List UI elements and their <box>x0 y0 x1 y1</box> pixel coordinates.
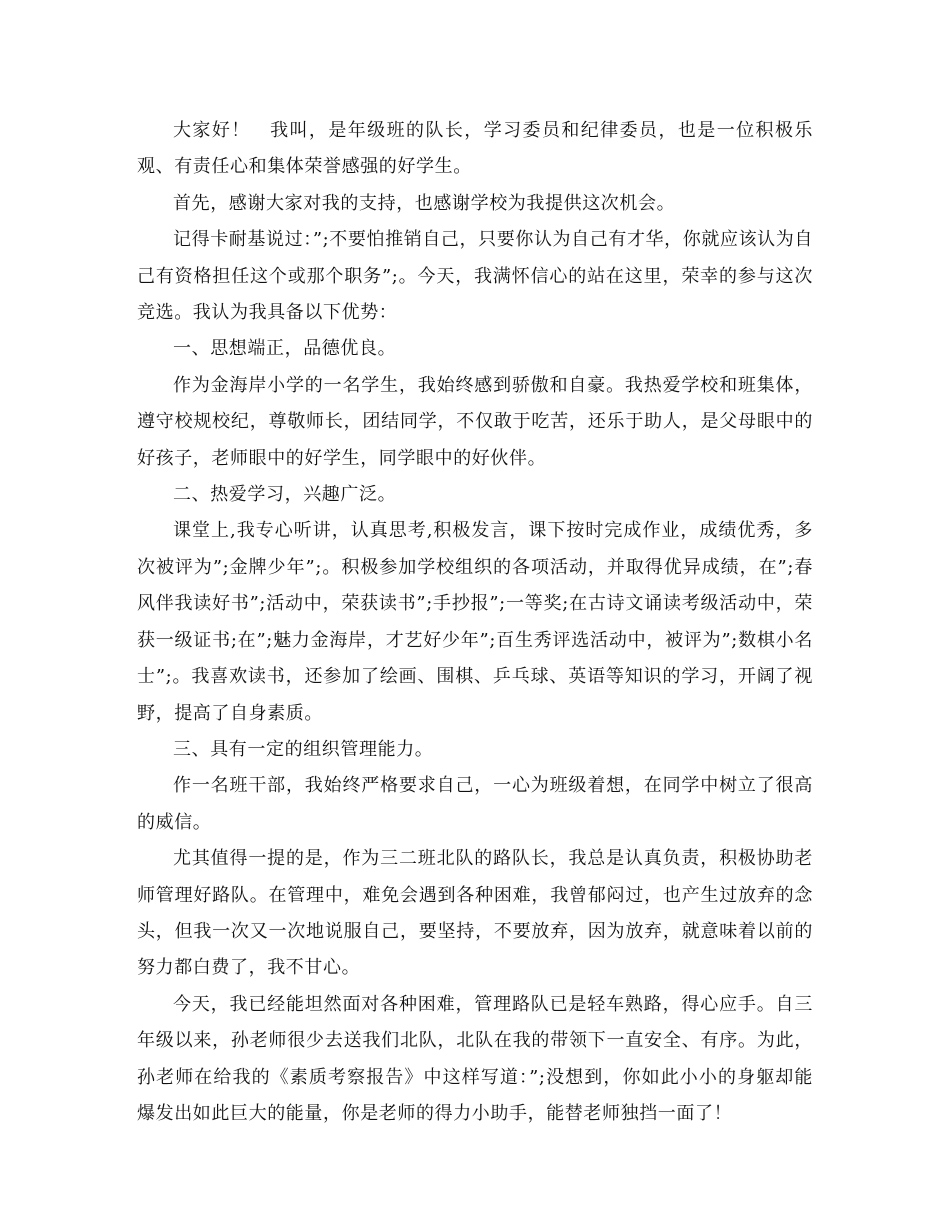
paragraph-quote: 记得卡耐基说过：”;不要怕推销自己，只要你认为自己有才华，你就应该认为自己有资格担任这个或那个职务”;。今天，我满怀信心的站在这里，荣幸的参与这次竞选。我认为我具备以下优势： <box>137 229 813 324</box>
heading-point-two: 二、热爱学习，兴趣广泛。 <box>173 484 397 506</box>
paragraph-thanks: 首先，感谢大家对我的支持，也感谢学校为我提供这次机会。 <box>173 192 676 214</box>
paragraph-point-two: 课堂上,我专心听讲，认真思考,积极发言，课下按时完成作业，成绩优秀，多次被评为”;金牌少年”;。积极参加学校组织的各项活动，并取得优异成绩，在”;春风伴我读好书”;活动中，荣获读书”;手抄报”;一等奖;在古诗文诵读考级活动中，荣获一级证书;在”;魅力金海岸，才艺好少年”;百生秀评选活动中，被评为”;数棋小名士”;。我喜欢读书，还参加了绘画、围棋、乒乓球、英语等知识的学习，开阔了视野，提高了自身素质。 <box>137 520 813 724</box>
paragraph-road-team: 尤其值得一提的是，作为三二班北队的路队长，我总是认真负责，积极协助老师管理好路队。在管理中，难免会遇到各种困难，我曾郁闷过，也产生过放弃的念头，但我一次又一次地说服自己，要坚持，不要放弃，因为放弃，就意味着以前的努力都白费了，我不甘心。 <box>137 848 813 979</box>
paragraph-greeting: 大家好！ 我叫，是年级班的队长，学习委员和纪律委员，也是一位积极乐观、有责任心和集体荣誉感强的好学生。 <box>137 120 813 178</box>
heading-point-three: 三、具有一定的组织管理能力。 <box>173 738 434 760</box>
paragraph-point-one: 作为金海岸小学的一名学生，我始终感到骄傲和自豪。我热爱学校和班集体，遵守校规校纪，尊敬师长，团结同学，不仅敢于吃苦，还乐于助人，是父母眼中的好孩子，老师眼中的好学生，同学眼中的好伙伴。 <box>137 374 813 469</box>
paragraph-point-three: 作一名班干部，我始终严格要求自己，一心为班级着想，在同学中树立了很高的威信。 <box>137 775 813 833</box>
paragraph-today: 今天，我已经能坦然面对各种困难，管理路队已是轻车熟路，得心应手。自三年级以来，孙老师很少去送我们北队，北队在我的带领下一直安全、有序。为此，孙老师在给我的《素质考察报告》中这样写道：”;没想到，你如此小小的身躯却能爆发出如此巨大的能量，你是老师的得力小助手，能替老师独挡一面了！ <box>137 993 813 1124</box>
heading-point-one: 一、思想端正，品德优良。 <box>173 338 397 360</box>
